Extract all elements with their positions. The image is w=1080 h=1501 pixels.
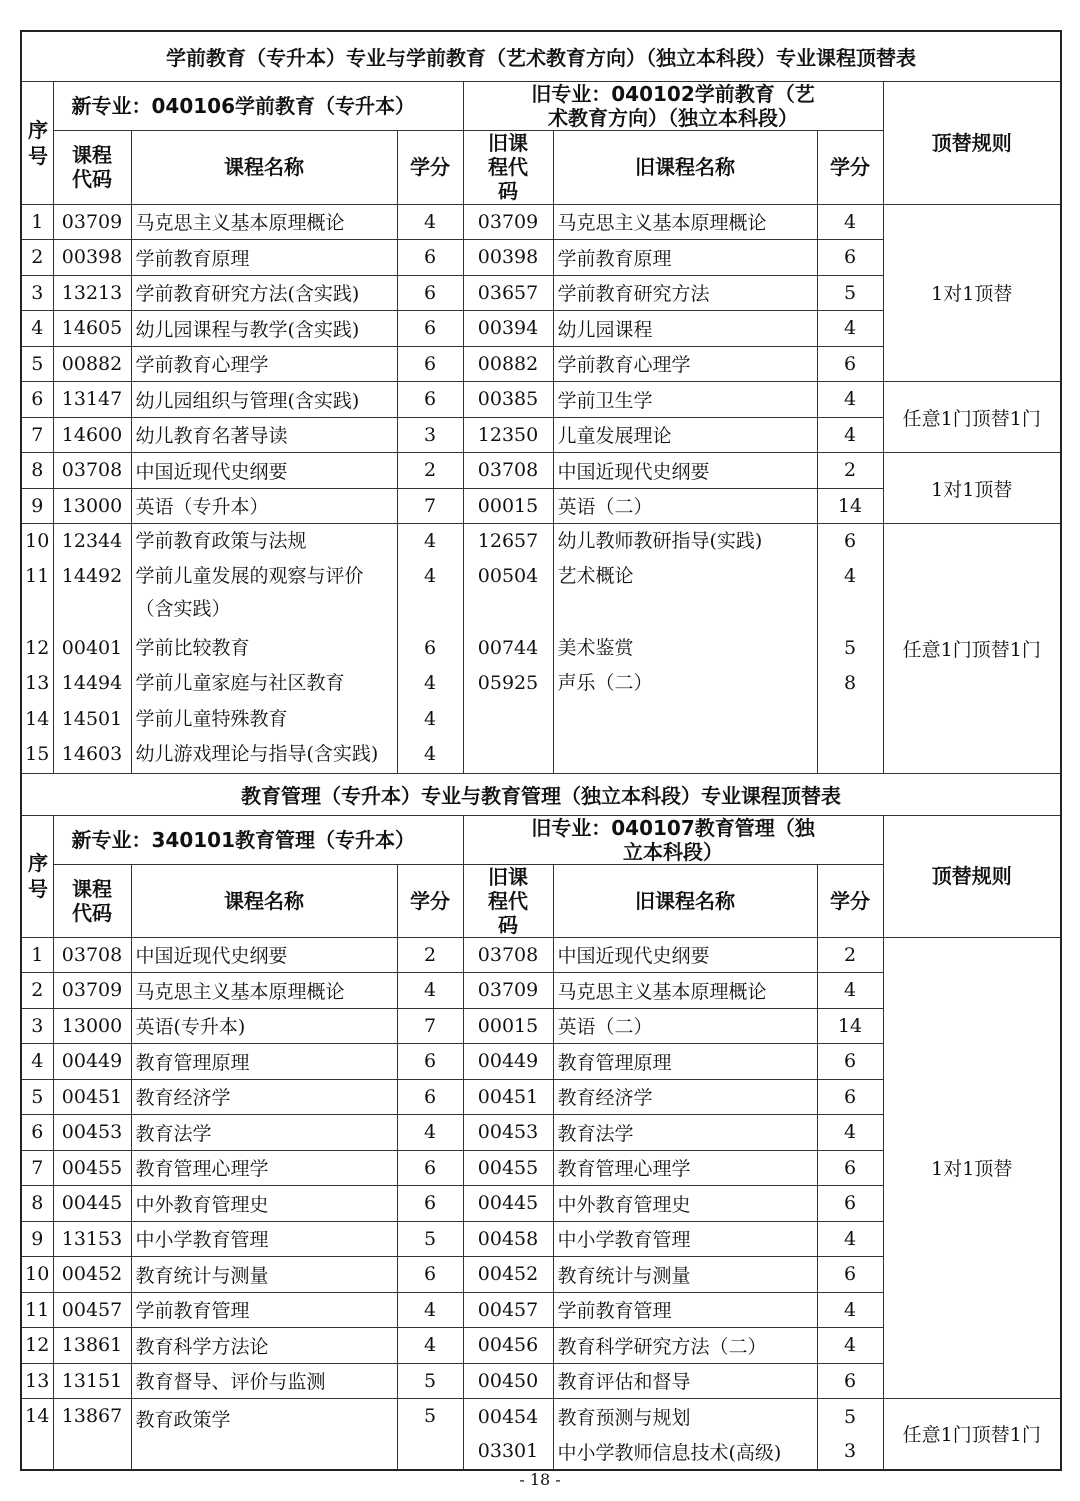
old-credit-cell: 6 bbox=[817, 1079, 883, 1115]
course-name-cell: 学前儿童家庭与社区教育 bbox=[135, 672, 345, 694]
seq-cell: 8 bbox=[21, 453, 53, 489]
seq-cell: 2 bbox=[21, 240, 53, 276]
course-name-cell: 中外教育管理史 bbox=[131, 1186, 397, 1222]
old-code-cell: 00453 bbox=[463, 1115, 553, 1151]
seq-cell: 13 bbox=[25, 672, 50, 694]
old-course-name-cell: 教育评估和督导 bbox=[553, 1363, 817, 1399]
credit-cell: 6 bbox=[397, 311, 463, 347]
seq-cell: 13 bbox=[21, 1363, 53, 1399]
seq-cell: 10 bbox=[21, 1257, 53, 1293]
course-name-cell: 幼儿园组织与管理(含实践) bbox=[131, 382, 397, 418]
old-code-cell: 00744 bbox=[477, 636, 539, 659]
substitution-rule-cell: 1对1顶替 bbox=[883, 453, 1061, 524]
credit-cell: 6 bbox=[397, 240, 463, 276]
old-course-name-cell: 马克思主义基本原理概论 bbox=[553, 204, 817, 240]
old-credit-cell: 6 bbox=[817, 1363, 883, 1399]
seq-cell: 9 bbox=[21, 1221, 53, 1257]
name-header: 课程名称 bbox=[131, 130, 397, 204]
old-course-name-cell: 英语（二） bbox=[553, 488, 817, 524]
course-name-cell: 马克思主义基本原理概论 bbox=[131, 973, 397, 1009]
code-cell: 00401 bbox=[61, 636, 123, 659]
code-cell: 00455 bbox=[53, 1150, 131, 1186]
old-course-name-cell-group bbox=[553, 524, 817, 774]
code-cell: 13213 bbox=[53, 275, 131, 311]
substitution-rule-cell: 任意1门顶替1门 bbox=[883, 524, 1061, 774]
old-code-cell: 03709 bbox=[463, 204, 553, 240]
old-course-name-cell: 英语（二） bbox=[553, 1008, 817, 1044]
code-cell: 00449 bbox=[53, 1044, 131, 1080]
old-credit-cell: 3 bbox=[817, 1434, 883, 1470]
course-name-cell: 教育经济学 bbox=[131, 1079, 397, 1115]
old-credit-cell-group bbox=[817, 524, 883, 774]
course-name-cell: 幼儿教育名著导读 bbox=[131, 417, 397, 453]
old-course-name-cell: 儿童发展理论 bbox=[553, 417, 817, 453]
course-name-cell: 教育督导、评价与监测 bbox=[131, 1363, 397, 1399]
old-credit-cell: 2 bbox=[817, 453, 883, 489]
course-name-cell: 教育政策学 bbox=[131, 1399, 397, 1470]
course-name-cell: 学前儿童特殊教育 bbox=[135, 707, 288, 730]
seq-cell: 14 bbox=[25, 707, 50, 730]
seq-cell: 5 bbox=[21, 1079, 53, 1115]
code-cell: 13153 bbox=[53, 1221, 131, 1257]
seq-cell: 6 bbox=[21, 382, 53, 418]
old-credit-cell: 5 bbox=[817, 275, 883, 311]
seq-cell: 10 bbox=[25, 530, 50, 552]
code-cell: 14492 bbox=[61, 564, 123, 587]
course-name-cell: 幼儿游戏理论与指导(含实践) bbox=[135, 743, 379, 765]
old-credit-cell: 4 bbox=[817, 1221, 883, 1257]
old-credit-cell: 4 bbox=[817, 1115, 883, 1151]
seq-cell: 11 bbox=[21, 1292, 53, 1328]
seq-cell: 9 bbox=[21, 488, 53, 524]
old-major-header: 旧专业：040107教育管理（独立本科段） bbox=[463, 815, 883, 864]
course-name-cell: 马克思主义基本原理概论 bbox=[131, 204, 397, 240]
old-credit-cell: 6 bbox=[817, 240, 883, 276]
old-course-name-cell: 中小学教育管理 bbox=[553, 1221, 817, 1257]
seq-cell: 4 bbox=[21, 1044, 53, 1080]
old-code-cell: 00398 bbox=[463, 240, 553, 276]
old-course-name-cell: 马克思主义基本原理概论 bbox=[553, 973, 817, 1009]
old-code-cell: 00394 bbox=[463, 311, 553, 347]
old-credit-cell: 14 bbox=[817, 1008, 883, 1044]
code-cell: 00451 bbox=[53, 1079, 131, 1115]
header-row bbox=[21, 81, 1061, 130]
substitution-rule-cell: 任意1门顶替1门 bbox=[883, 1399, 1061, 1470]
title-row bbox=[21, 31, 1061, 81]
table-row bbox=[21, 453, 1061, 489]
code-cell: 13000 bbox=[53, 488, 131, 524]
rule-header: 顶替规则 bbox=[883, 815, 1061, 937]
old-code-cell: 00015 bbox=[463, 488, 553, 524]
old-credit-cell: 4 bbox=[843, 564, 857, 587]
course-name-cell-group bbox=[131, 524, 397, 774]
course-name-cell: 学前教育研究方法(含实践) bbox=[131, 275, 397, 311]
substitution-rule-cell: 1对1顶替 bbox=[883, 937, 1061, 1399]
old-code-header: 旧课程代码 bbox=[463, 864, 553, 937]
seq-cell: 15 bbox=[25, 743, 50, 765]
code-cell: 14501 bbox=[61, 707, 123, 730]
code-cell-group bbox=[53, 524, 131, 774]
course-name-cell: 学前教育政策与法规 bbox=[135, 530, 307, 552]
seq-cell: 6 bbox=[21, 1115, 53, 1151]
code-cell: 00453 bbox=[53, 1115, 131, 1151]
old-credit-cell: 14 bbox=[817, 488, 883, 524]
old-credit-cell: 4 bbox=[817, 973, 883, 1009]
credit-cell: 6 bbox=[397, 275, 463, 311]
old-code-cell: 03301 bbox=[463, 1434, 553, 1470]
old-code-cell: 12350 bbox=[463, 417, 553, 453]
code-cell: 13867 bbox=[53, 1399, 131, 1470]
old-code-cell: 00454 bbox=[463, 1399, 553, 1435]
code-cell: 13151 bbox=[53, 1363, 131, 1399]
old-code-cell: 00458 bbox=[463, 1221, 553, 1257]
old-code-cell: 03657 bbox=[463, 275, 553, 311]
seq-cell: 1 bbox=[21, 204, 53, 240]
old-code-cell bbox=[464, 737, 553, 773]
old-code-header: 旧课程代码 bbox=[463, 130, 553, 204]
code-cell: 03709 bbox=[53, 204, 131, 240]
code-header: 课程代码 bbox=[53, 130, 131, 204]
course-name-cell: 学前教育管理 bbox=[131, 1292, 397, 1328]
seq-cell: 7 bbox=[21, 1150, 53, 1186]
old-code-cell: 00882 bbox=[463, 346, 553, 382]
old-credit-cell: 6 bbox=[817, 1186, 883, 1222]
old-course-name-cell: 教育经济学 bbox=[553, 1079, 817, 1115]
credit-cell: 6 bbox=[397, 346, 463, 382]
old-credit-cell: 2 bbox=[817, 937, 883, 973]
old-credit-cell: 5 bbox=[817, 1399, 883, 1435]
credit-cell: 4 bbox=[423, 707, 437, 730]
old-course-name-cell: 学前教育心理学 bbox=[553, 346, 817, 382]
old-course-name-cell: 学前教育原理 bbox=[553, 240, 817, 276]
course-substitution-table bbox=[20, 30, 1062, 1471]
old-course-name-cell: 声乐（二） bbox=[557, 672, 653, 694]
old-credit-cell: 8 bbox=[843, 672, 857, 694]
course-name-cell: 幼儿园课程与教学(含实践) bbox=[131, 311, 397, 347]
old-course-name-cell bbox=[558, 702, 817, 738]
code-cell: 03708 bbox=[53, 937, 131, 973]
code-cell: 14605 bbox=[53, 311, 131, 347]
old-major-header: 旧专业：040102学前教育（艺术教育方向）（独立本科段） bbox=[463, 81, 883, 130]
old-credit-cell bbox=[818, 702, 883, 738]
credit-cell: 4 bbox=[423, 530, 437, 552]
code-cell: 13147 bbox=[53, 382, 131, 418]
table-title: 学前教育（专升本）专业与学前教育（艺术教育方向）（独立本科段）专业课程顶替表 bbox=[21, 31, 1061, 81]
code-cell: 13861 bbox=[53, 1328, 131, 1364]
seq-cell: 1 bbox=[21, 937, 53, 973]
seq-cell: 2 bbox=[21, 973, 53, 1009]
credit-header: 学分 bbox=[397, 130, 463, 204]
credit-cell: 4 bbox=[397, 1328, 463, 1364]
old-course-name-cell: 教育管理心理学 bbox=[553, 1150, 817, 1186]
credit-cell: 2 bbox=[397, 453, 463, 489]
credit-cell: 6 bbox=[397, 1044, 463, 1080]
old-course-name-cell: 教育管理原理 bbox=[553, 1044, 817, 1080]
seq-cell: 5 bbox=[21, 346, 53, 382]
course-name-cell: 英语（专升本） bbox=[131, 488, 397, 524]
old-course-name-cell: 教育科学研究方法（二） bbox=[553, 1328, 817, 1364]
title-row bbox=[21, 773, 1061, 815]
old-name-header: 旧课程名称 bbox=[553, 130, 817, 204]
rule-header: 顶替规则 bbox=[883, 81, 1061, 204]
old-course-name-cell: 教育法学 bbox=[553, 1115, 817, 1151]
code-cell: 14603 bbox=[61, 743, 123, 765]
old-credit-cell: 6 bbox=[817, 346, 883, 382]
old-code-cell: 00445 bbox=[463, 1186, 553, 1222]
course-name-cell: 学前教育原理 bbox=[131, 240, 397, 276]
credit-cell: 3 bbox=[397, 417, 463, 453]
old-course-name-cell: 美术鉴赏 bbox=[557, 636, 634, 659]
old-name-header: 旧课程名称 bbox=[553, 864, 817, 937]
seq-cell: 3 bbox=[21, 1008, 53, 1044]
old-code-cell: 12657 bbox=[477, 530, 539, 552]
old-course-name-cell: 中外教育管理史 bbox=[553, 1186, 817, 1222]
code-cell: 14600 bbox=[53, 417, 131, 453]
old-code-cell-group bbox=[463, 524, 553, 774]
old-course-name-cell: 教育统计与测量 bbox=[553, 1257, 817, 1293]
old-course-name-cell: 中国近现代史纲要 bbox=[553, 937, 817, 973]
course-name-cell: 学前教育心理学 bbox=[131, 346, 397, 382]
old-credit-cell: 4 bbox=[817, 382, 883, 418]
old-code-cell: 00455 bbox=[463, 1150, 553, 1186]
credit-cell: 6 bbox=[397, 382, 463, 418]
code-cell: 00452 bbox=[53, 1257, 131, 1293]
course-name-cell: 中国近现代史纲要 bbox=[131, 453, 397, 489]
code-cell: 00445 bbox=[53, 1186, 131, 1222]
credit-cell: 4 bbox=[397, 1115, 463, 1151]
old-course-name-cell: 中国近现代史纲要 bbox=[553, 453, 817, 489]
code-cell: 03708 bbox=[53, 453, 131, 489]
old-credit-cell: 4 bbox=[817, 204, 883, 240]
credit-cell: 4 bbox=[397, 1292, 463, 1328]
code-cell: 00398 bbox=[53, 240, 131, 276]
credit-cell: 5 bbox=[397, 1221, 463, 1257]
old-course-name-cell: 学前卫生学 bbox=[553, 382, 817, 418]
old-code-cell: 03708 bbox=[463, 453, 553, 489]
code-cell: 12344 bbox=[61, 530, 123, 552]
substitution-rule-cell: 1对1顶替 bbox=[883, 204, 1061, 382]
code-cell: 03709 bbox=[53, 973, 131, 1009]
course-name-cell: 学前儿童发展的观察与评价（含实践） bbox=[135, 564, 364, 620]
table-row bbox=[21, 204, 1061, 240]
code-cell: 14494 bbox=[61, 672, 123, 694]
course-name-cell: 学前比较教育 bbox=[135, 636, 250, 659]
seq-cell: 14 bbox=[21, 1399, 53, 1470]
credit-cell: 4 bbox=[397, 973, 463, 1009]
old-credit-cell: 4 bbox=[817, 1292, 883, 1328]
old-course-name-cell: 学前教育管理 bbox=[553, 1292, 817, 1328]
table-row bbox=[21, 937, 1061, 973]
old-course-name-cell: 艺术概论 bbox=[557, 564, 634, 587]
old-code-cell: 00452 bbox=[463, 1257, 553, 1293]
old-code-cell: 05925 bbox=[477, 672, 539, 694]
credit-cell: 2 bbox=[397, 937, 463, 973]
old-course-name-cell: 中小学教师信息技术(高级) bbox=[553, 1434, 817, 1470]
credit-cell: 4 bbox=[423, 564, 437, 587]
name-header: 课程名称 bbox=[131, 864, 397, 937]
old-code-cell: 00504 bbox=[477, 564, 539, 587]
code-cell: 00457 bbox=[53, 1292, 131, 1328]
old-course-name-cell: 幼儿教师教研指导(实践) bbox=[557, 530, 763, 552]
old-credit-cell: 4 bbox=[817, 1328, 883, 1364]
course-name-cell: 教育管理原理 bbox=[131, 1044, 397, 1080]
old-code-cell: 03708 bbox=[463, 937, 553, 973]
seq-cell: 11 bbox=[25, 564, 50, 587]
course-name-cell: 教育统计与测量 bbox=[131, 1257, 397, 1293]
old-credit-cell: 6 bbox=[843, 530, 857, 552]
old-code-cell: 00450 bbox=[463, 1363, 553, 1399]
page-number: - 18 - bbox=[519, 1470, 561, 1489]
table-row-group bbox=[21, 524, 1061, 774]
seq-header: 序号 bbox=[21, 81, 53, 204]
code-cell: 13000 bbox=[53, 1008, 131, 1044]
credit-header: 学分 bbox=[397, 864, 463, 937]
table-row bbox=[21, 382, 1061, 418]
old-course-name-cell: 学前教育研究方法 bbox=[553, 275, 817, 311]
credit-cell: 6 bbox=[397, 1186, 463, 1222]
credit-cell: 4 bbox=[423, 743, 437, 765]
old-credit-cell: 6 bbox=[817, 1150, 883, 1186]
seq-cell: 12 bbox=[21, 1328, 53, 1364]
seq-cell: 3 bbox=[21, 275, 53, 311]
course-name-cell: 英语(专升本) bbox=[131, 1008, 397, 1044]
code-header: 课程代码 bbox=[53, 864, 131, 937]
seq-cell: 7 bbox=[21, 417, 53, 453]
table-title: 教育管理（专升本）专业与教育管理（独立本科段）专业课程顶替表 bbox=[21, 773, 1061, 815]
old-credit-header: 学分 bbox=[817, 130, 883, 204]
seq-header: 序号 bbox=[21, 815, 53, 937]
credit-cell: 5 bbox=[397, 1363, 463, 1399]
credit-cell-group bbox=[397, 524, 463, 774]
credit-cell: 7 bbox=[397, 488, 463, 524]
seq-cell: 12 bbox=[25, 636, 50, 659]
credit-cell: 6 bbox=[397, 1150, 463, 1186]
old-credit-cell: 6 bbox=[817, 1257, 883, 1293]
old-code-cell: 00015 bbox=[463, 1008, 553, 1044]
course-name-cell: 教育科学方法论 bbox=[131, 1328, 397, 1364]
code-cell: 00882 bbox=[53, 346, 131, 382]
credit-cell: 4 bbox=[423, 672, 437, 694]
credit-cell: 6 bbox=[397, 1079, 463, 1115]
old-code-cell: 00451 bbox=[463, 1079, 553, 1115]
old-course-name-cell: 教育预测与规划 bbox=[553, 1399, 817, 1435]
old-credit-cell: 5 bbox=[843, 636, 857, 659]
new-major-header: 新专业：040106学前教育（专升本） bbox=[53, 81, 463, 130]
credit-cell: 6 bbox=[423, 636, 437, 659]
old-course-name-cell: 幼儿园课程 bbox=[553, 311, 817, 347]
old-code-cell: 03709 bbox=[463, 973, 553, 1009]
header-row bbox=[21, 815, 1061, 864]
old-course-name-cell bbox=[558, 737, 817, 773]
old-code-cell: 00457 bbox=[463, 1292, 553, 1328]
seq-cell: 4 bbox=[21, 311, 53, 347]
table-row bbox=[21, 1399, 1061, 1435]
credit-cell: 5 bbox=[397, 1399, 463, 1470]
seq-cell: 8 bbox=[21, 1186, 53, 1222]
new-major-header: 新专业：340101教育管理（专升本） bbox=[53, 815, 463, 864]
seq-cell-group bbox=[21, 524, 53, 774]
credit-cell: 6 bbox=[397, 1257, 463, 1293]
old-credit-cell: 4 bbox=[817, 311, 883, 347]
old-credit-header: 学分 bbox=[817, 864, 883, 937]
old-credit-cell: 4 bbox=[817, 417, 883, 453]
old-credit-cell: 6 bbox=[817, 1044, 883, 1080]
course-name-cell: 中小学教育管理 bbox=[131, 1221, 397, 1257]
credit-cell: 4 bbox=[397, 204, 463, 240]
old-credit-cell bbox=[818, 737, 883, 773]
old-code-cell: 00456 bbox=[463, 1328, 553, 1364]
old-code-cell: 00449 bbox=[463, 1044, 553, 1080]
credit-cell: 7 bbox=[397, 1008, 463, 1044]
course-name-cell: 教育法学 bbox=[131, 1115, 397, 1151]
old-code-cell: 00385 bbox=[463, 382, 553, 418]
old-code-cell bbox=[464, 702, 553, 738]
course-name-cell: 教育管理心理学 bbox=[131, 1150, 397, 1186]
substitution-rule-cell: 任意1门顶替1门 bbox=[883, 382, 1061, 453]
course-name-cell: 中国近现代史纲要 bbox=[131, 937, 397, 973]
